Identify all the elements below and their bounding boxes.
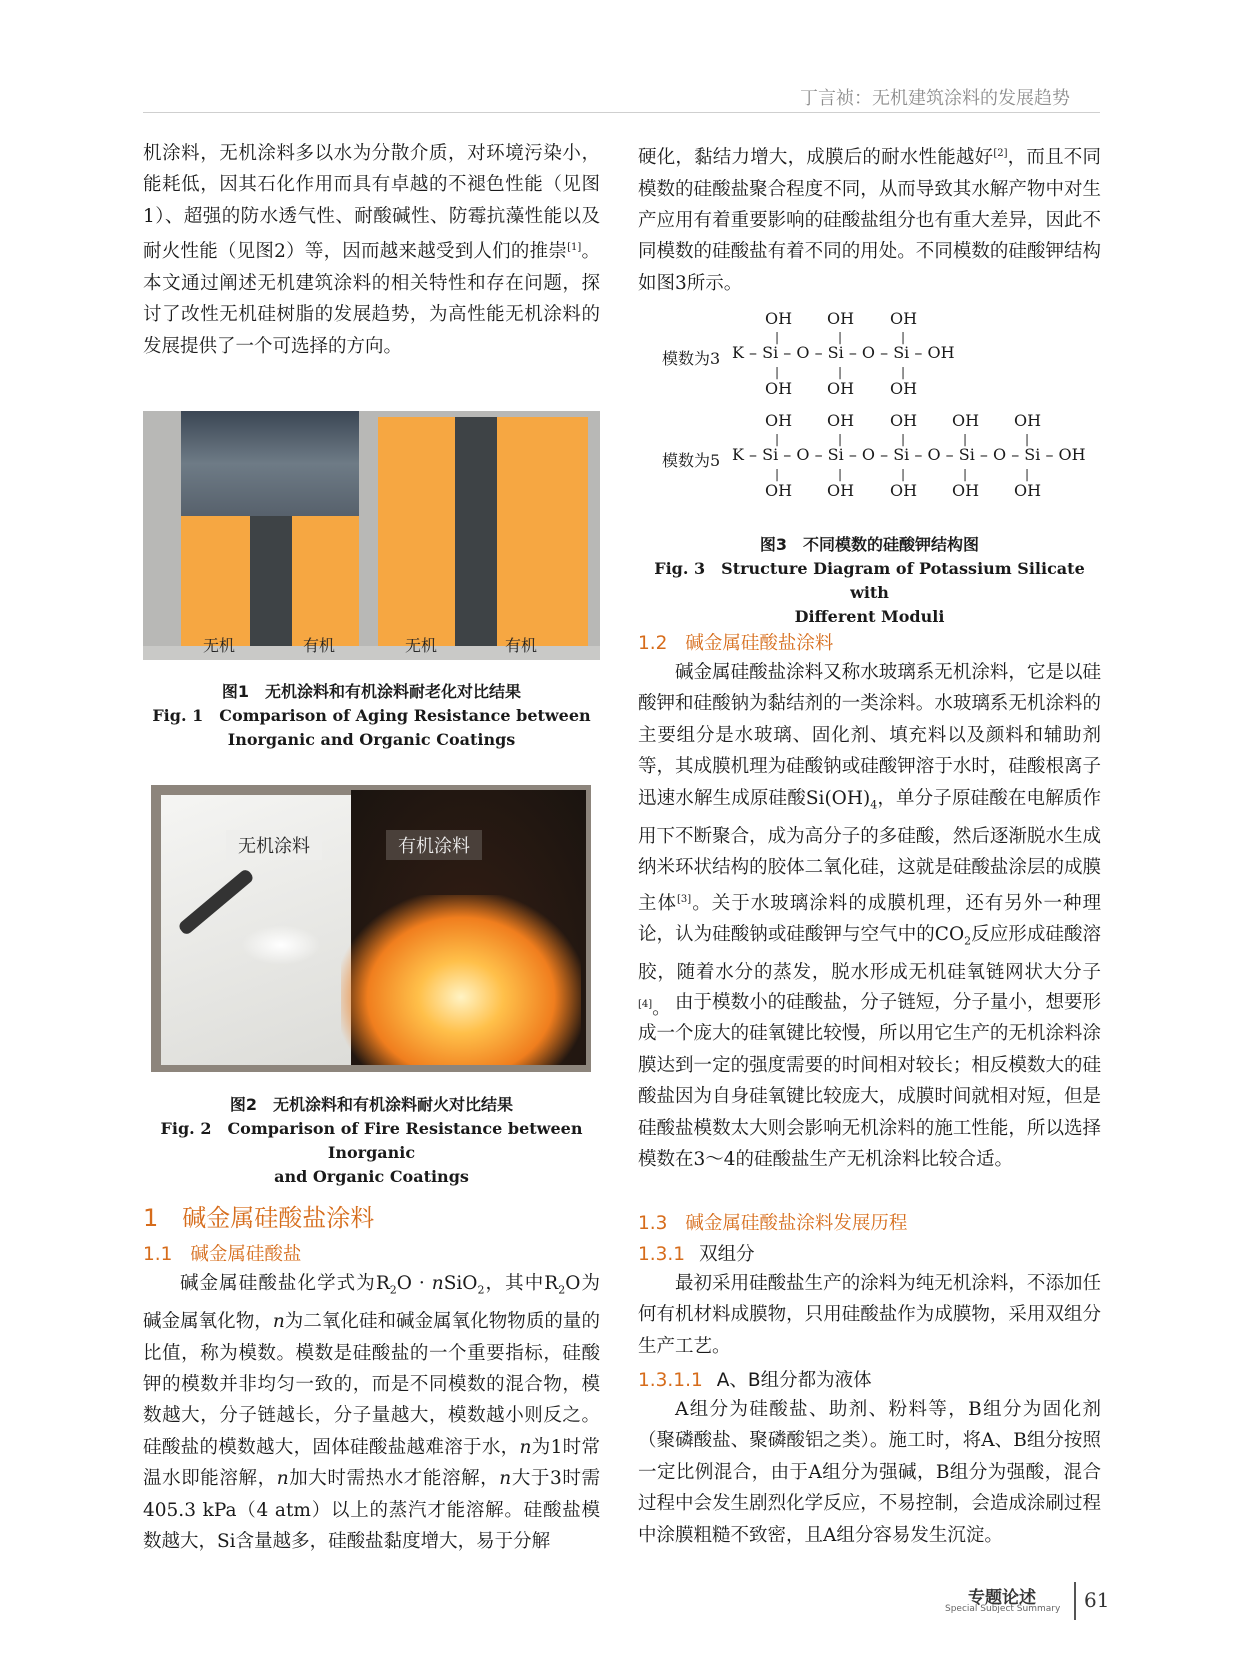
svg-text:|: | <box>838 467 843 481</box>
svg-text:OH: OH <box>827 481 855 500</box>
paragraph-1-3-1: 最初采用硅酸盐生产的涂料为纯无机涂料，不添加任何有机材料成膜物，只用硅酸盐作为成膜物，采用双组分生产工艺。 <box>638 1273 1101 1357</box>
section-1-1-heading: 1.1 碱金属硅酸盐 <box>143 1244 302 1265</box>
svg-text:OH: OH <box>765 481 793 500</box>
svg-text:|: | <box>838 330 843 344</box>
section-1-heading: 1 碱金属硅酸盐涂料 <box>143 1204 375 1232</box>
section-1-3-1-1-heading: 1.3.1.1 A、B组分都为液体 <box>638 1370 872 1391</box>
fig1-label-organic-2: 有机 <box>505 636 538 655</box>
svg-text:|: | <box>775 330 780 344</box>
svg-text:|: | <box>901 330 906 344</box>
svg-text:OH: OH <box>890 411 918 430</box>
svg-text:OH: OH <box>1014 481 1042 500</box>
svg-text:OH: OH <box>827 309 855 328</box>
footer-divider <box>1074 1582 1076 1620</box>
running-header: 丁言祯：无机建筑涂料的发展趋势 <box>800 88 1070 109</box>
figure-1-photo <box>143 411 600 660</box>
svg-text:K – Si – O – Si – O – Si – O –: K – Si – O – Si – O – Si – O – Si – O – Si – OH <box>732 445 1086 464</box>
svg-text:OH: OH <box>765 411 793 430</box>
fig1-label-inorganic-1: 无机 <box>203 636 236 655</box>
svg-text:|: | <box>838 365 843 379</box>
svg-text:OH: OH <box>765 309 793 328</box>
svg-text:OH: OH <box>765 379 793 398</box>
paragraph-1-2-modulus: 由于模数小的硅酸盐，分子链短，分子量小，想要形成一个庞大的硅氧键比较慢，所以用它生产的无机涂料涂膜达到一定的强度需要的时间相对较长；相反模数大的硅酸盐因为自身硅氧键比较庞大，成膜时间就相对短，但是硅酸盐模数太大则会影响无机涂料的施工性能，所以选择模数在3～4的硅酸盐生产无机涂料比较合适。 <box>638 992 1101 1171</box>
paragraph-1-2: 碱金属硅酸盐涂料又称水玻璃系无机涂料，它是以硅酸钾和硅酸钠为黏结剂的一类涂料。水玻璃系无机涂料的主要组分是水玻璃、固化剂、填充料以及颜料和辅助剂等，其成膜机理为硅酸钠或硅酸钾溶于水时，硅酸根离子迅速水解生成原硅酸$Si(OH)_4$，单分子原硅酸在电解质作用下不断聚合，成为高分子的多硅酸，然后逐渐脱水生成纳米环状结构的胶体二氧化硅，这就是硅酸盐涂层的成膜主体[3]。关于水玻璃涂料的成膜机理，还有另外一种理论，认为硅酸钠或硅酸钾与空气中的$CO_2$反应形成硅酸溶胶，随着水分的蒸发，脱水形成无机硅氧链网状大分子[4]。 <box>638 662 1101 1019</box>
svg-text:OH: OH <box>1014 411 1042 430</box>
svg-text:|: | <box>775 467 780 481</box>
paragraph-1-3-1-1: A组分为硅酸盐、助剂、粉料等，B组分为固化剂（聚磷酸盐、聚磷酸铝之类）。施工时，将A、B组分按照一定比例混合，由于A组分为强碱，B组分为强酸，混合过程中会发生剧烈化学反应，不易控制，会造成涂刷过程中涂膜粗糙不致密，且A组分容易发生沉淀。 <box>638 1399 1101 1546</box>
svg-text:OH: OH <box>827 379 855 398</box>
fig2-label-organic: 有机涂料 <box>386 830 482 860</box>
svg-text:K – Si – O – Si – O – Si – OH: K – Si – O – Si – O – Si – OH <box>732 343 955 362</box>
svg-text:|: | <box>963 432 968 446</box>
svg-text:|: | <box>1025 467 1030 481</box>
header-divider <box>143 112 1100 113</box>
figure-3-structure-diagram <box>662 308 1107 523</box>
svg-text:OH: OH <box>952 411 980 430</box>
svg-text:|: | <box>775 432 780 446</box>
figure-2-photo <box>151 785 591 1072</box>
intro-paragraph: 机涂料，无机涂料多以水为分散介质，对环境污染小，能耗低，因其石化作用而具有卓越的不褪色性能（见图1）、超强的防水透气性、耐酸碱性、防霉抗藻性能以及耐火性能（见图2）等，因而越来越受到人们的推崇[1]。本文通过阐述无机建筑涂料的相关特性和存在问题，探讨了改性无机硅树脂的发展趋势，为高性能无机涂料的发展提供了一个可选择的方向。 <box>143 143 600 357</box>
figure-3-caption: 图3 不同模数的硅酸钾结构图 Fig. 3 Structure Diagram of Potassium Silicate with Different Moduli <box>654 535 1085 626</box>
footer-section-subtitle: Special Subject Summary <box>945 1604 1061 1614</box>
svg-text:|: | <box>838 432 843 446</box>
svg-text:OH: OH <box>952 481 980 500</box>
fig2-label-inorganic: 无机涂料 <box>226 830 322 860</box>
svg-text:OH: OH <box>890 309 918 328</box>
footer-section-title: 专题论述 <box>968 1588 1036 1608</box>
fig3-label-modulus-3: 模数为3 <box>662 349 721 368</box>
page-number: 61 <box>1084 1588 1110 1612</box>
svg-text:|: | <box>901 467 906 481</box>
svg-text:OH: OH <box>827 411 855 430</box>
svg-text:|: | <box>901 365 906 379</box>
section-1-3-heading: 1.3 碱金属硅酸盐涂料发展历程 <box>638 1213 908 1234</box>
section-1-2-heading: 1.2 碱金属硅酸盐涂料 <box>638 633 834 654</box>
fig3-label-modulus-5: 模数为5 <box>662 451 721 470</box>
section-1-3-1-heading: 1.3.1 双组分 <box>638 1244 755 1265</box>
fig1-label-organic-1: 有机 <box>303 636 336 655</box>
svg-text:|: | <box>775 365 780 379</box>
paragraph-1-1: 碱金属硅酸盐化学式为$R_2O$ · nSiO$_2$，其中$R_2O$为碱金属氧化物，n为二氧化硅和碱金属氧化物物质的量的比值，称为模数。模数是硅酸盐的一个重要指标，硅酸钾的模数并非均匀一致的，而是不同模数的混合物，模数越大，分子链越长，分子量越大，模数越小则反之。硅酸盐的模数越大，固体硅酸盐越难溶于水，n为1时常温水即能溶解，n加大时需热水才能溶解，n大于3时需405.3 kPa（4 atm）以上的蒸汽才能溶解。硅酸盐模数越大，Si含量越多，硅酸盐黏度增大，易于分解 <box>143 1273 601 1552</box>
fig1-label-inorganic-2: 无机 <box>405 636 438 655</box>
figure-2-caption: 图2 无机涂料和有机涂料耐火对比结果 Fig. 2 Comparison of Fire Resistance between Inorganic and Organic Coatings <box>160 1095 583 1186</box>
svg-text:|: | <box>1025 432 1030 446</box>
figure-1-caption: 图1 无机涂料和有机涂料耐老化对比结果 Fig. 1 Comparison of Aging Resistance between Inorganic and Organic Coatings <box>152 682 591 749</box>
svg-text:OH: OH <box>890 379 918 398</box>
svg-text:|: | <box>963 467 968 481</box>
svg-text:OH: OH <box>890 481 918 500</box>
paragraph-top-right: 硬化，黏结力增大，成膜后的耐水性能越好[2]，而且不同模数的硅酸盐聚合程度不同，从而导致其水解产物中对生产应用有着重要影响的硅酸盐组分也有重大差异，因此不同模数的硅酸盐有着不同的用处。不同模数的硅酸钾结构如图3所示。 <box>638 147 1101 294</box>
svg-text:|: | <box>901 432 906 446</box>
